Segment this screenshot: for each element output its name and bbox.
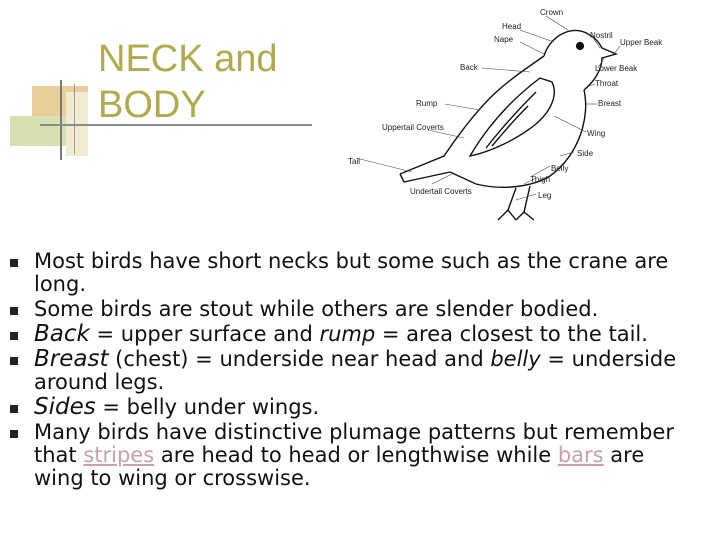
bullet-text: (chest) = underside near head and xyxy=(108,347,491,371)
label-leg: Leg xyxy=(538,191,552,200)
bullet-marker xyxy=(10,332,18,340)
slide-title xyxy=(98,36,278,128)
label-lower-beak: Lower Beak xyxy=(595,64,638,73)
label-thigh: Thigh xyxy=(530,175,551,184)
bullet-text: are head to head or lengthwise while xyxy=(154,443,558,467)
label-side: Side xyxy=(577,149,594,158)
title-line-2: BODY xyxy=(98,84,206,126)
label-breast: Breast xyxy=(598,99,622,108)
label-uppertail-coverts: Uppertail Coverts xyxy=(382,123,444,132)
label-back: Back xyxy=(460,63,478,72)
label-nape: Nape xyxy=(494,35,514,44)
term-breast: Breast xyxy=(34,346,109,372)
bullet-item xyxy=(0,396,700,419)
label-nostril: Nostril xyxy=(590,31,613,40)
bullet-text: Many birds have distinctive plumage patterns but remember that xyxy=(34,420,674,467)
bird-anatomy-diagram xyxy=(340,6,663,238)
label-belly: Belly xyxy=(551,164,569,173)
bullet-text: Most birds have short necks but some such as the crane are long. xyxy=(34,249,669,296)
label-tail: Tail xyxy=(348,157,361,166)
bullet-item xyxy=(0,298,700,321)
bullet-item xyxy=(0,323,700,346)
bullet-marker xyxy=(10,357,18,365)
term-sides: Sides xyxy=(34,394,96,420)
bullet-item xyxy=(0,250,700,296)
bullet-list xyxy=(0,250,700,492)
stripes-link[interactable]: stripes xyxy=(83,443,155,467)
bullet-item xyxy=(0,348,700,394)
bullet-text: Some birds are stout while others are slender bodied. xyxy=(34,297,599,321)
title-line-1: NECK and xyxy=(98,38,278,80)
label-upper-beak xyxy=(620,38,663,47)
label-rump: Rump xyxy=(416,99,438,108)
label-crown: Crown xyxy=(540,8,564,17)
decor-vertical-line xyxy=(60,80,62,160)
label-throat: Throat xyxy=(595,79,619,88)
label-head: Head xyxy=(502,22,522,31)
term-back: Back xyxy=(34,321,90,347)
bullet-text: = upper surface and xyxy=(89,322,320,346)
bullet-text: = area closest to the tail. xyxy=(375,322,648,346)
label-undertail-coverts: Undertail Coverts xyxy=(410,187,472,196)
term-belly: belly = xyxy=(490,347,565,371)
bullet-item xyxy=(0,421,700,490)
bullet-marker xyxy=(10,307,18,315)
bullet-marker xyxy=(10,259,18,267)
term-rump: rump xyxy=(319,322,376,346)
label-upper-beak-text: Upper Beak xyxy=(620,38,663,47)
bullet-text: underside around legs. xyxy=(34,347,677,394)
bars-link[interactable]: bars xyxy=(557,443,604,467)
label-wing: Wing xyxy=(587,129,606,138)
bullet-text: are wing to wing or crosswise. xyxy=(34,443,645,490)
bullet-marker xyxy=(10,430,18,438)
decor-vertical-line-2 xyxy=(74,84,75,154)
bullet-marker xyxy=(10,405,18,413)
decor-square-green xyxy=(10,116,66,146)
bullet-text: = belly under wings. xyxy=(95,395,320,419)
